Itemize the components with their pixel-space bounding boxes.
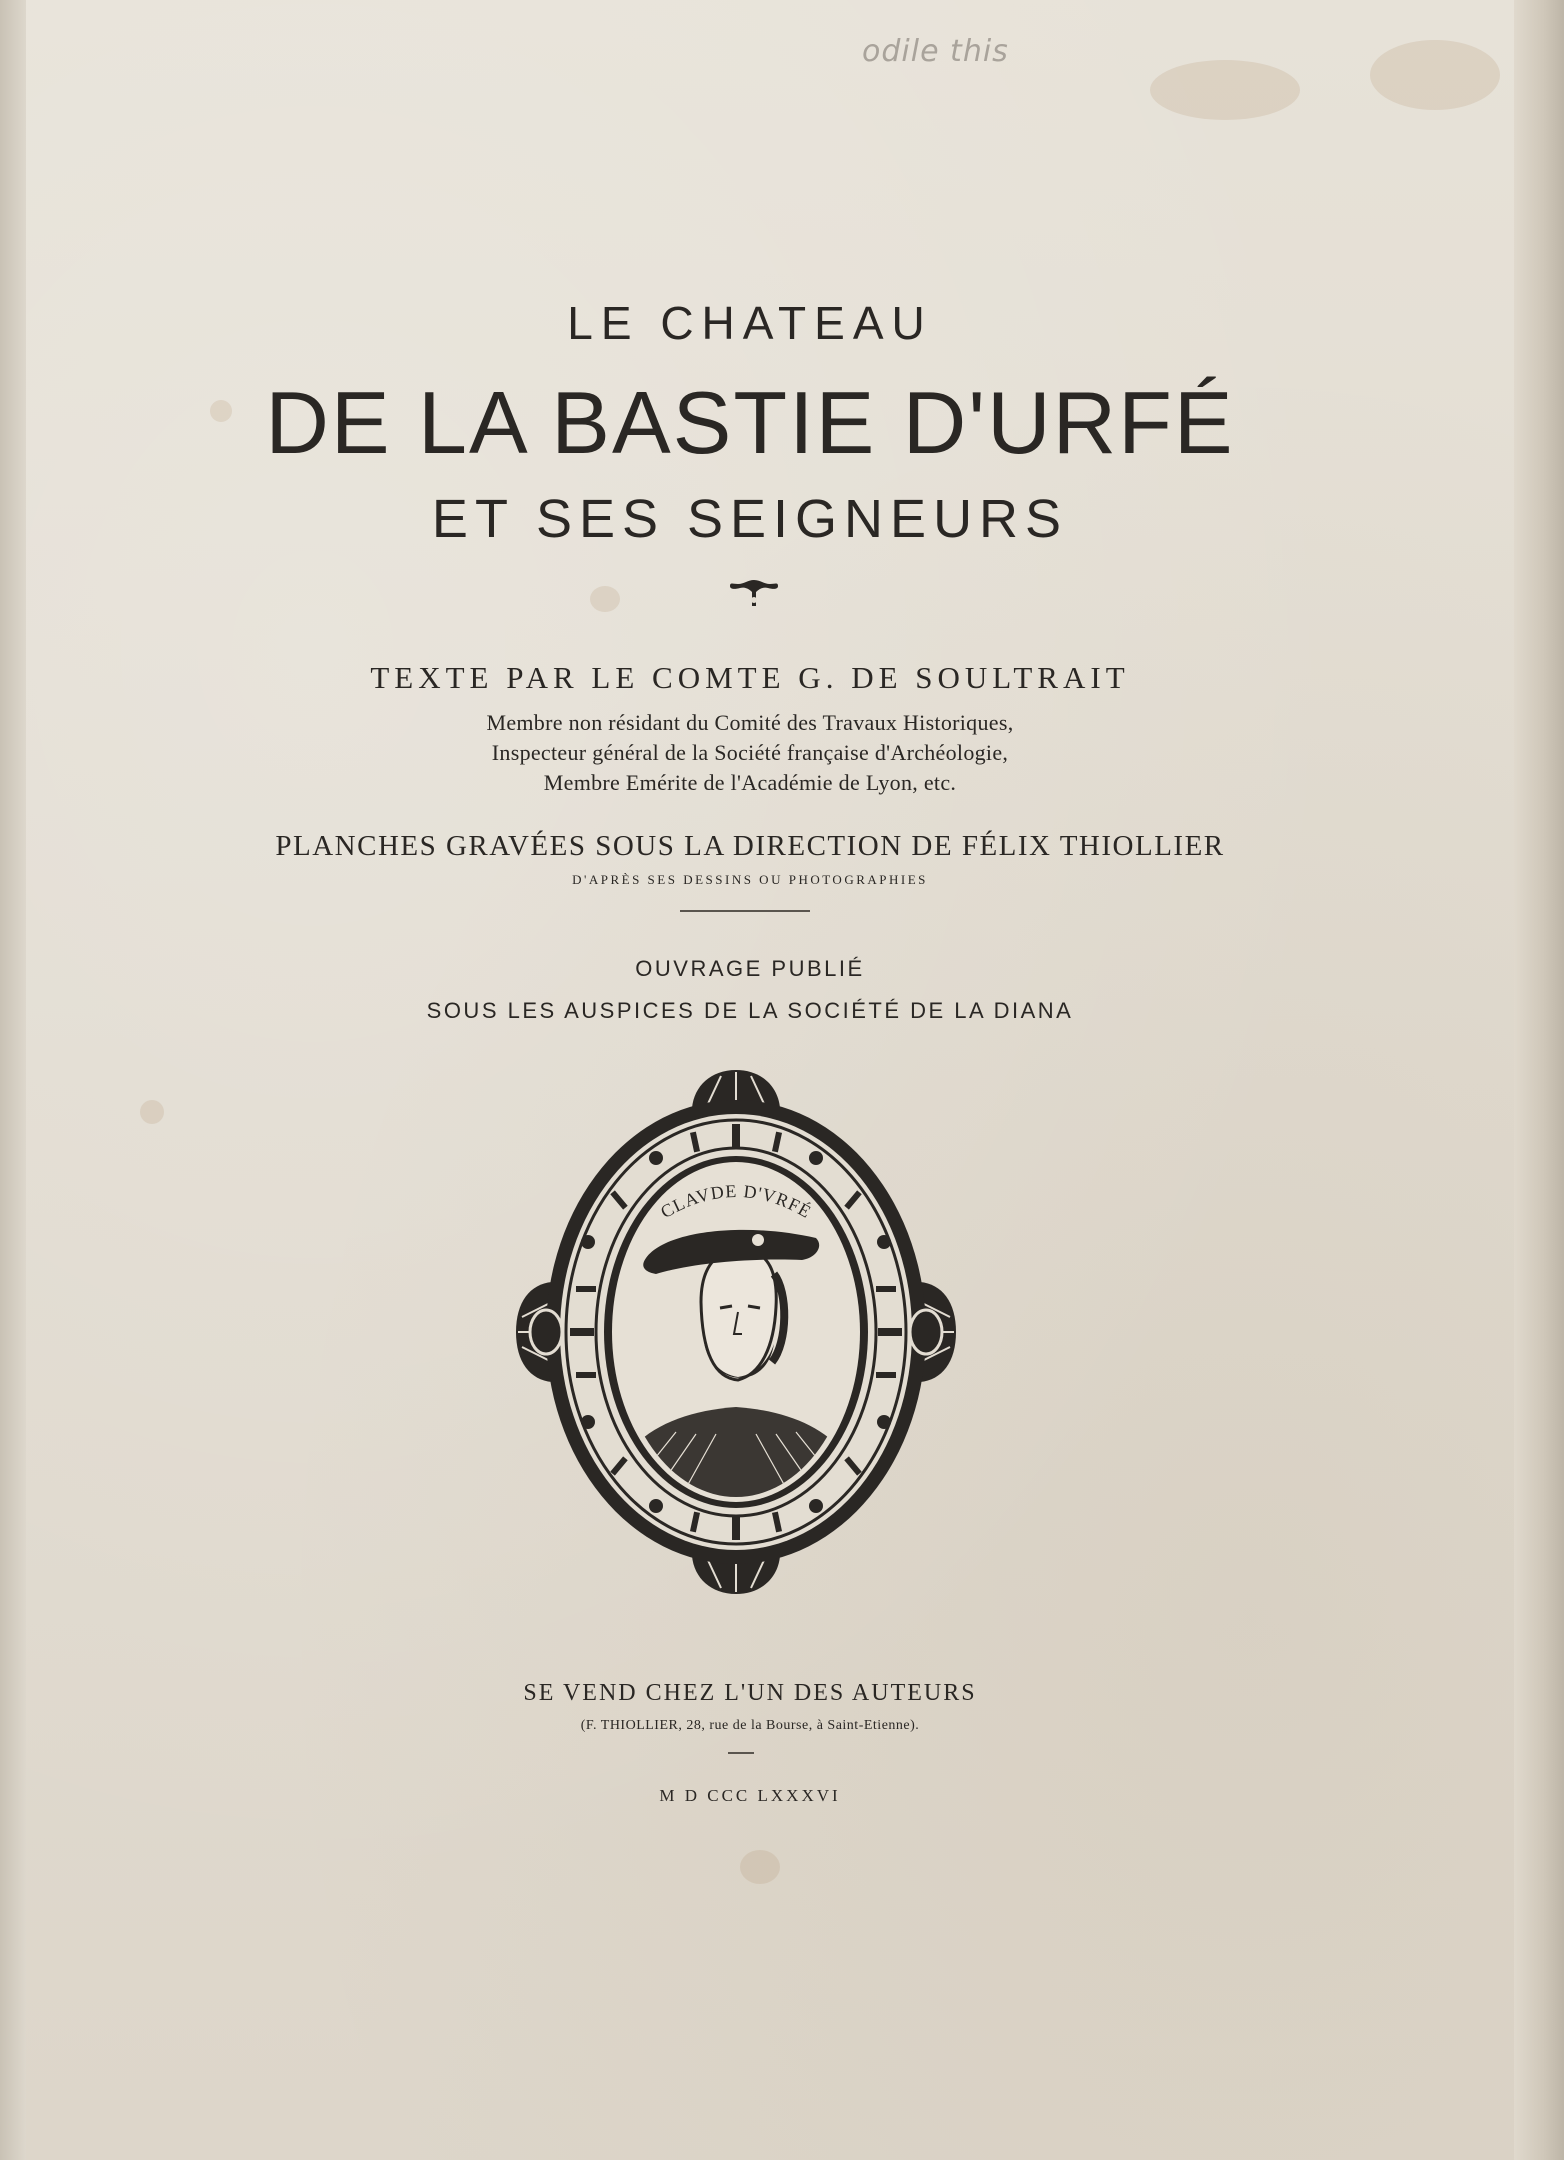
- author-credential: Membre non résidant du Comité des Travaux Historiques,: [486, 710, 1014, 735]
- divider-rule: [680, 910, 810, 912]
- foxing-stain: [1150, 60, 1300, 120]
- title-line-1: LE CHATEAU: [567, 297, 933, 349]
- foxing-stain: [590, 586, 620, 612]
- plates-credit: PLANCHES GRAVÉES SOUS LA DIRECTION DE FÉLIX THIOLLIER: [275, 830, 1225, 862]
- foxing-stain: [140, 1100, 164, 1124]
- publication-line-1: OUVRAGE PUBLIÉ: [635, 956, 865, 981]
- sale-address: (F. THIOLLIER, 28, rue de la Bourse, à Saint-Etienne).: [580, 1718, 920, 1733]
- publication-line-2: SOUS LES AUSPICES DE LA SOCIÉTÉ DE LA DIANA: [426, 998, 1074, 1023]
- title-line-3: ET SES SEIGNEURS: [431, 489, 1069, 549]
- page-right-edge: [1514, 0, 1564, 2160]
- author-byline: TEXTE PAR LE COMTE G. DE SOULTRAIT: [370, 660, 1130, 695]
- publication-date: M D CCC LXXXVI: [659, 1786, 841, 1805]
- sale-line: SE VEND CHEZ L'UN DES AUTEURS: [523, 1680, 977, 1706]
- portrait-medallion-icon: [506, 1062, 966, 1602]
- author-credential: Membre Emérite de l'Académie de Lyon, etc.: [543, 770, 957, 795]
- foxing-stain: [740, 1850, 780, 1884]
- fleuron-ornament-icon: [728, 576, 780, 610]
- author-credential: Inspecteur général de la Société française d'Archéologie,: [491, 740, 1009, 765]
- plates-subline: D'APRÈS SES DESSINS OU PHOTOGRAPHIES: [572, 872, 928, 887]
- handwritten-note: odile this: [862, 34, 1009, 69]
- medallion-inscription: CLAVDE D'VRFÉ: [657, 1180, 815, 1223]
- title-line-2: DE LA BASTIE D'URFÉ: [265, 373, 1235, 472]
- foxing-stain: [1370, 40, 1500, 110]
- divider-rule-short: [728, 1752, 754, 1754]
